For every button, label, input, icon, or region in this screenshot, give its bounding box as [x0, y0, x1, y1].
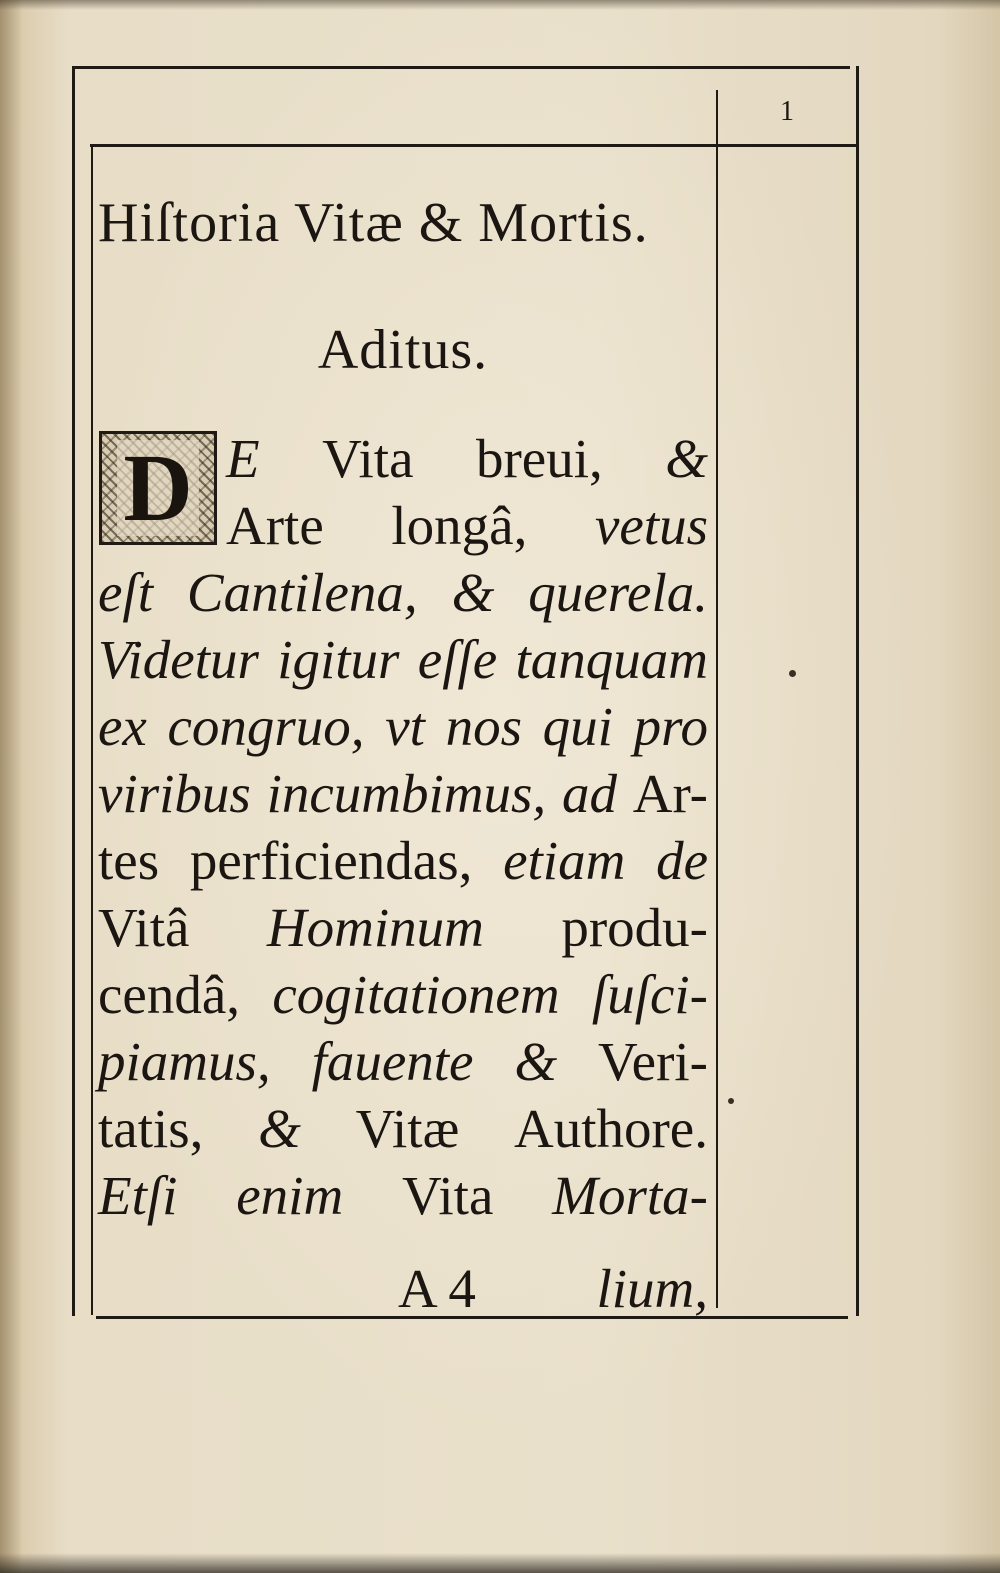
word: de [656, 830, 708, 891]
signature-mark: A 4 [398, 1258, 476, 1319]
ink-speck [789, 670, 796, 677]
word: enim [236, 1165, 344, 1226]
word: eſt [98, 562, 153, 623]
text-line [98, 894, 708, 961]
text-column-right-rule [716, 90, 718, 1308]
word: breui, [475, 428, 603, 489]
word: nos [445, 696, 522, 757]
word: Vita [401, 1165, 494, 1226]
ornamental-initial-letter: D [117, 440, 198, 536]
word: Vitâ [98, 897, 190, 958]
text-line [98, 961, 708, 1028]
page-number: 1 [780, 96, 794, 127]
word: Vitæ [355, 1098, 460, 1159]
word: cogitationem [272, 964, 560, 1025]
word: piamus, [98, 1031, 271, 1092]
word: ad [561, 763, 617, 824]
frame-right-outer-rule [856, 66, 859, 1316]
direction-line [98, 1255, 708, 1322]
word: eſſe [417, 629, 498, 690]
binding-shadow [0, 0, 22, 1573]
word: produ- [561, 897, 708, 958]
word: tatis, [98, 1098, 204, 1159]
word: fauente [311, 1031, 474, 1092]
text-line [98, 559, 708, 626]
text-line [98, 693, 708, 760]
text-line [98, 1095, 708, 1162]
word: E [226, 428, 260, 489]
text-line [98, 1162, 708, 1229]
word: Videtur [98, 629, 259, 690]
word: etiam [503, 830, 626, 891]
word: Vita [322, 428, 414, 489]
word: tes [98, 830, 160, 891]
word: querela. [528, 562, 708, 623]
word: incumbimus, [266, 763, 547, 824]
word: Morta- [552, 1165, 708, 1226]
header-rule [90, 144, 856, 147]
word: congruo, [167, 696, 365, 757]
text-line [98, 1028, 708, 1095]
word: viribus [98, 763, 251, 824]
ink-speck [728, 1098, 734, 1104]
word: vt [385, 696, 425, 757]
word: Cantilena, [186, 562, 418, 623]
word: & [514, 1031, 558, 1092]
top-edge-shadow [0, 0, 1000, 10]
frame-top-rule [72, 66, 850, 69]
word: & [258, 1098, 301, 1159]
word: cendâ, [98, 964, 240, 1025]
word: vetus [594, 495, 708, 556]
text-line [98, 425, 708, 492]
word: pro [633, 696, 708, 757]
text-line [98, 827, 708, 894]
word: Ar- [632, 763, 708, 824]
text-line [98, 760, 708, 827]
body-text [98, 425, 708, 1229]
running-title: Hiſtoria Vitæ & Mortis. [98, 192, 649, 254]
word: qui [542, 696, 613, 757]
word: ſuſci- [591, 964, 708, 1025]
word: Arte [226, 495, 324, 556]
word: perficiendas, [189, 830, 473, 891]
word: longâ, [391, 495, 528, 556]
text-line [98, 626, 708, 693]
word: Hominum [266, 897, 484, 958]
word: Veri- [598, 1031, 708, 1092]
frame-left-outer-rule [72, 66, 75, 1316]
word: igitur [277, 629, 400, 690]
text-line [98, 492, 708, 559]
catchword: lium, [596, 1258, 708, 1319]
word: Authore. [513, 1098, 708, 1159]
word: Etſi [98, 1165, 178, 1226]
word: & [451, 562, 495, 623]
bottom-edge-shadow [0, 1553, 1000, 1573]
frame-left-inner-rule [91, 145, 93, 1315]
word: & [665, 428, 708, 489]
word: ex [98, 696, 147, 757]
word: tanquam [515, 629, 708, 690]
section-heading: Aditus. [317, 319, 489, 381]
